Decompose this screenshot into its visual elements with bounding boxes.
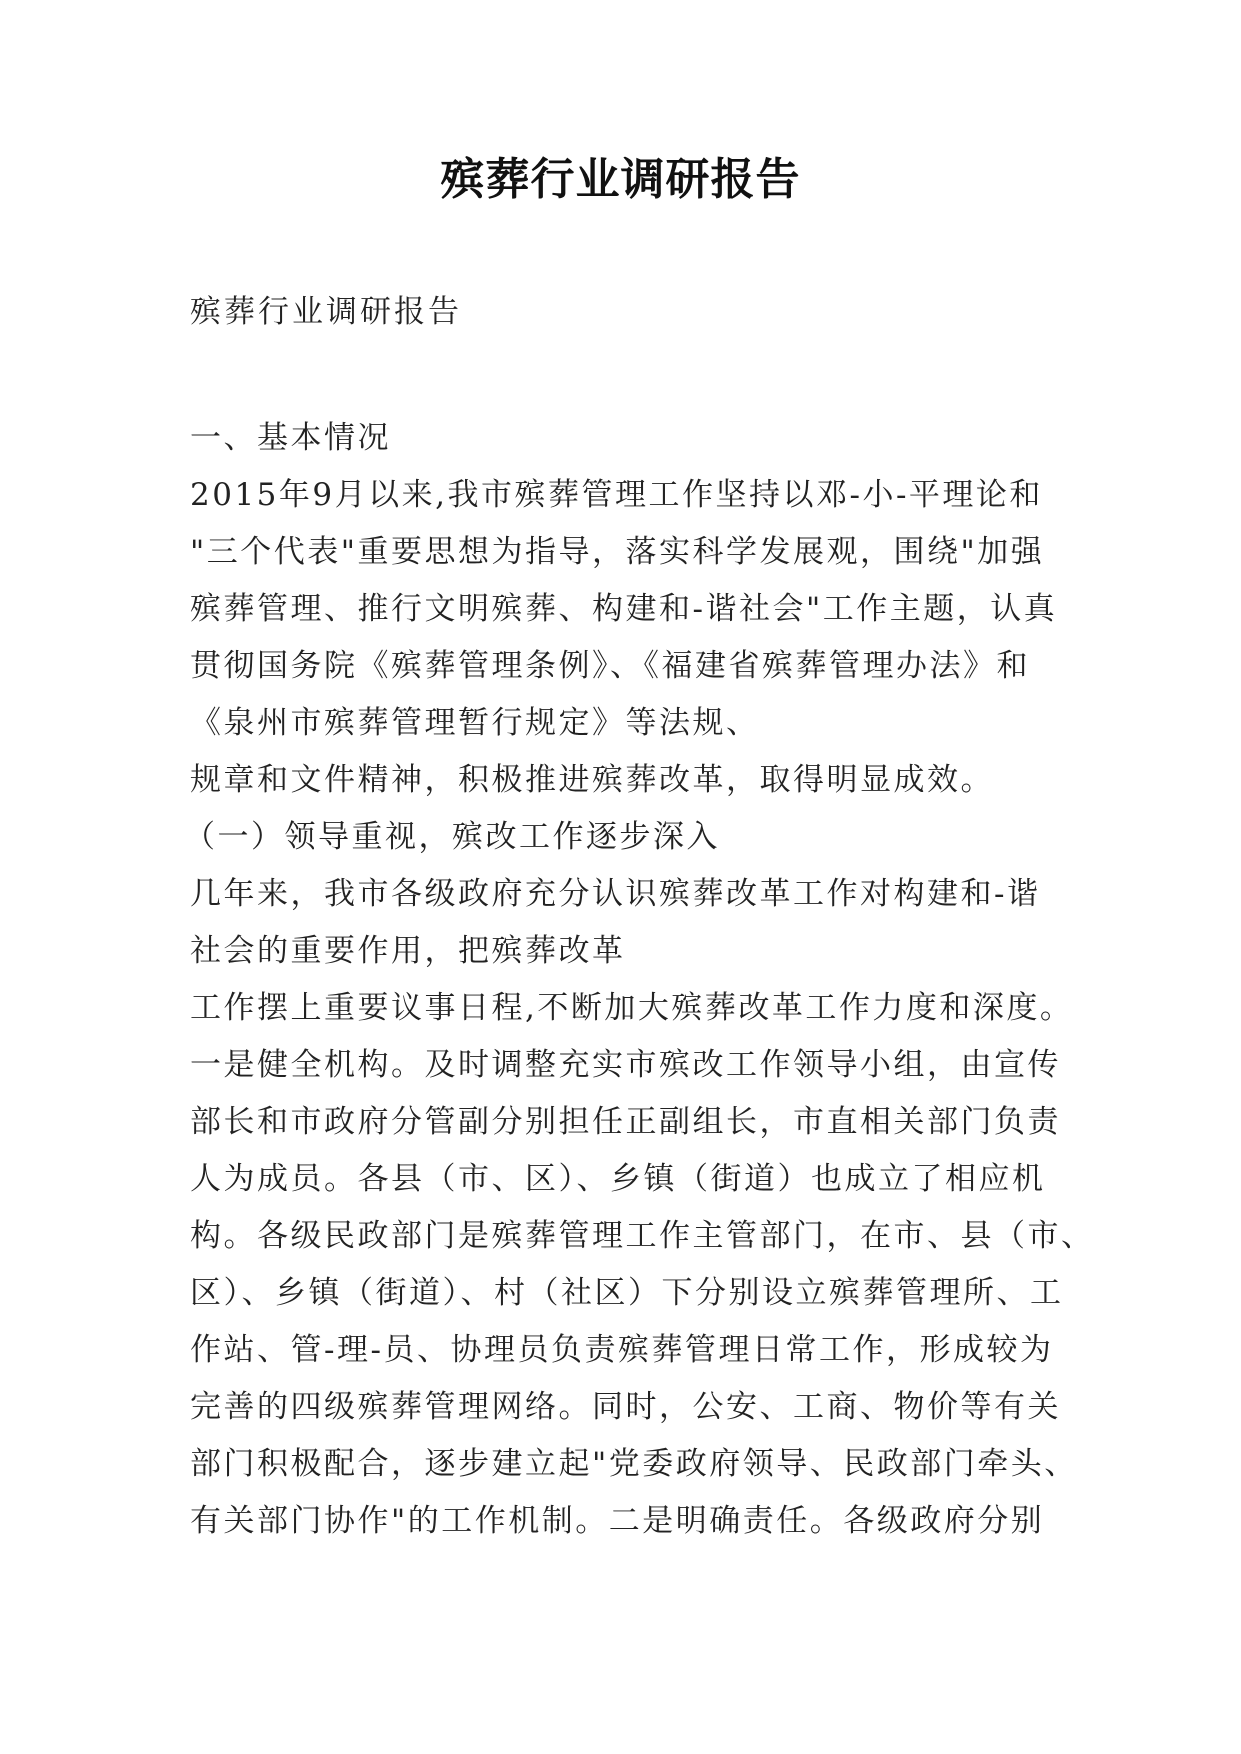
paragraph-line: 社会的重要作用，把殡葬改革 xyxy=(190,933,626,969)
paragraph-line: "三个代表"重要思想为指导，落实科学发展观，围绕"加强 xyxy=(190,534,1045,570)
subsection-heading: （一）领导重视，殡改工作逐步深入 xyxy=(184,819,720,855)
paragraph-line: 区）、乡镇（街道）、村（社区）下分别设立殡葬管理所、工 xyxy=(190,1275,1064,1311)
paragraph-line: 部长和市政府分管副分别担任正副组长，市直相关部门负责 xyxy=(190,1104,1061,1140)
section-heading: 一、基本情况 xyxy=(190,420,391,456)
paragraph-line: 工作摆上重要议事日程,不断加大殡葬改革工作力度和深度。 xyxy=(190,990,1074,1026)
paragraph-line: 几年来，我市各级政府充分认识殡葬改革工作对构建和-谐 xyxy=(190,876,1041,912)
paragraph-line: 《泉州市殡葬管理暂行规定》等法规、 xyxy=(190,705,760,741)
paragraph-line: 完善的四级殡葬管理网络。同时，公安、工商、物价等有关 xyxy=(190,1389,1061,1425)
paragraph-line: 有关部门协作"的工作机制。二是明确责任。各级政府分别 xyxy=(190,1503,1045,1539)
document-subtitle: 殡葬行业调研报告 xyxy=(190,294,462,330)
document-title: 殡葬行业调研报告 xyxy=(440,154,801,205)
paragraph-line: 作站、管-理-员、协理员负责殡葬管理日常工作，形成较为 xyxy=(190,1332,1054,1368)
paragraph-line: 规章和文件精神，积极推进殡葬改革，取得明显成效。 xyxy=(190,762,994,798)
paragraph-line: 贯彻国务院《殡葬管理条例》、《福建省殡葬管理办法》和 xyxy=(190,648,1030,684)
paragraph-line: 部门积极配合，逐步建立起"党委政府领导、民政部门牵头、 xyxy=(190,1446,1078,1482)
paragraph-line: 2015年9月以来,我市殡葬管理工作坚持以邓-小-平理论和 xyxy=(190,477,1043,513)
paragraph-line: 人为成员。各县（市、区）、乡镇（街道）也成立了相应机 xyxy=(190,1161,1046,1197)
paragraph-line: 一是健全机构。及时调整充实市殡改工作领导小组，由宣传 xyxy=(190,1047,1061,1083)
document-body xyxy=(184,410,1095,1550)
paragraph-line: 殡葬管理、推行文明殡葬、构建和-谐社会"工作主题，认真 xyxy=(190,591,1058,627)
paragraph-line: 构。各级民政部门是殡葬管理工作主管部门，在市、县（市、 xyxy=(190,1218,1095,1254)
